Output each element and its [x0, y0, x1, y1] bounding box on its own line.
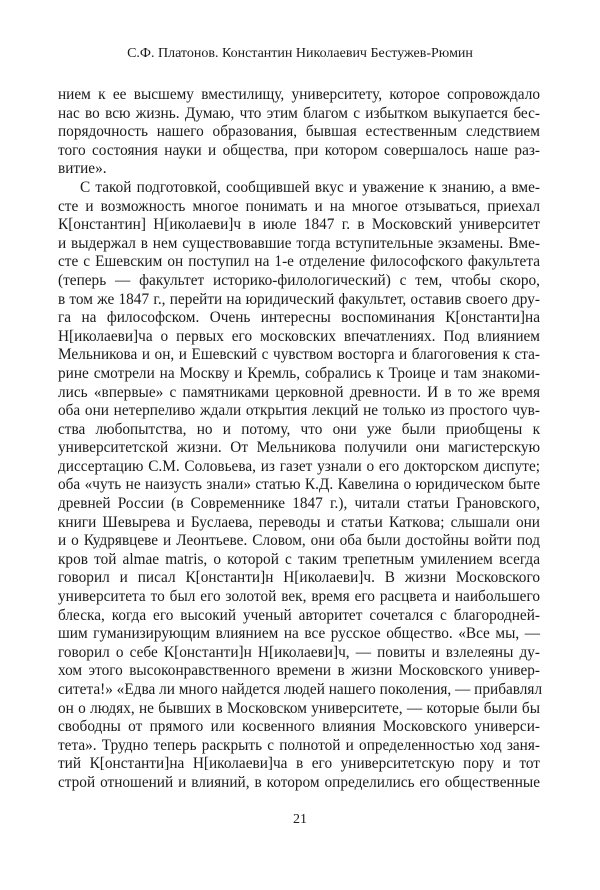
text-line: витие».	[58, 160, 107, 178]
text-line: оба «чуть не наизусть знали» статью К.Д. Кавелина о юридическом быте	[58, 476, 540, 494]
text-line: лись «впервые» с памятниками церковной древности. И в то же время	[58, 383, 540, 401]
text-line: порядочность нашего образования, бывшая естественным следствием	[58, 123, 540, 141]
text-line: нас во всю жизнь. Думаю, что этим благом с избытком выкупается бес-	[58, 104, 540, 122]
text-line: в том же 1847 г., перейти на юридический факультет, оставив своего дру-	[58, 290, 540, 308]
text-line: ства любопытства, но и потому, что они уже были приобщены к	[58, 420, 540, 438]
text-line: тий К[онстанти]на Н[иколаеви]ча в его университетскую пору и тот	[58, 755, 540, 773]
text-line: строй отношений и влияний, в котором определились его общественные	[58, 773, 540, 791]
text-line: блеска, когда его высокий ученый авторитет сочетался с благородней-	[58, 606, 540, 624]
text-line: С такой подготовкой, сообщившей вкус и уважение к знанию, а вме-	[80, 178, 540, 196]
text-line: университета то был его золотой век, время его расцвета и наибольшего	[58, 588, 540, 606]
text-line: книги Шевырева и Буслаева, переводы и статьи Каткова; слышали они	[58, 513, 540, 531]
text-line: говорил и писал К[онстанти]н Н[иколаеви]ч. В жизни Московского	[58, 569, 540, 587]
text-line: оба они нетерпеливо ждали открытия лекций не только из простого чув-	[58, 402, 540, 420]
page-number: 21	[293, 812, 307, 827]
text-line: свободны от прямого или косвенного влияния Московского универси-	[58, 718, 540, 736]
running-header: С.Ф. Платонов. Константин Николаевич Бестужев-Рюмин	[127, 46, 473, 61]
text-line: Мельникова и он, и Ешевский с чувством восторга и благоговения к ста-	[58, 346, 540, 364]
text-line: Н[иколаеви]ча о первых его московских впечатлениях. Под влиянием	[58, 327, 540, 345]
text-line: того состояния науки и общества, при котором совершалось наше раз-	[58, 141, 540, 159]
text-line: рине смотрели на Москву и Кремль, собрались к Троице и там знакоми-	[58, 364, 540, 382]
text-line: сте и возможность многое понимать и на многое отзываться, приехал	[58, 197, 540, 215]
text-line: и о Кудрявцеве и Леонтьеве. Словом, они оба были достойны войти под	[58, 532, 540, 550]
text-line: (теперь — факультет историко-филологический) с тем, чтобы скоро,	[58, 271, 540, 289]
body-text	[58, 86, 543, 793]
text-line: говорил о себе К[онстанти]н Н[иколаеви]ч, — повиты и взлелеяны ду-	[58, 643, 540, 661]
text-line: университетской жизни. От Мельникова получили они магистерскую	[58, 439, 540, 457]
text-line: он о людях, не бывших в Московском университете, — которые были бы	[58, 699, 540, 717]
text-line: К[онстантин] Н[иколаеви]ч в июле 1847 г. в Московский университет	[58, 216, 540, 234]
text-line: ситета!» «Едва ли много найдется людей нашего поколения, — прибавлял	[58, 681, 543, 698]
text-line: диссертацию С.М. Соловьева, из газет узнали о его докторском диспуте;	[58, 457, 540, 475]
text-line: сте с Ешевским он поступил на 1-е отделение философского факультета	[58, 253, 540, 271]
text-line: га на философском. Очень интересны воспоминания К[онстанти]на	[58, 309, 540, 327]
text-line: кров той almae matris, о которой с таким трепетным умилением всегда	[58, 550, 540, 568]
text-line: тета». Трудно теперь раскрыть с полнотой и определенностью ход заня-	[58, 736, 540, 754]
text-line: хом этого высоконравственного времени в жизни Московского универ-	[58, 662, 540, 680]
text-line: и выдержал в нем существовавшие тогда вступительные экзамены. Вме-	[58, 234, 540, 252]
text-line: древней России (в Современнике 1847 г.), читали статьи Грановского,	[58, 495, 540, 513]
text-line: нием к ее высшему вместилищу, университету, которое сопровождало	[58, 86, 540, 103]
text-line: шим гуманизирующим влиянием на все русское общество. «Все мы, —	[58, 625, 540, 643]
